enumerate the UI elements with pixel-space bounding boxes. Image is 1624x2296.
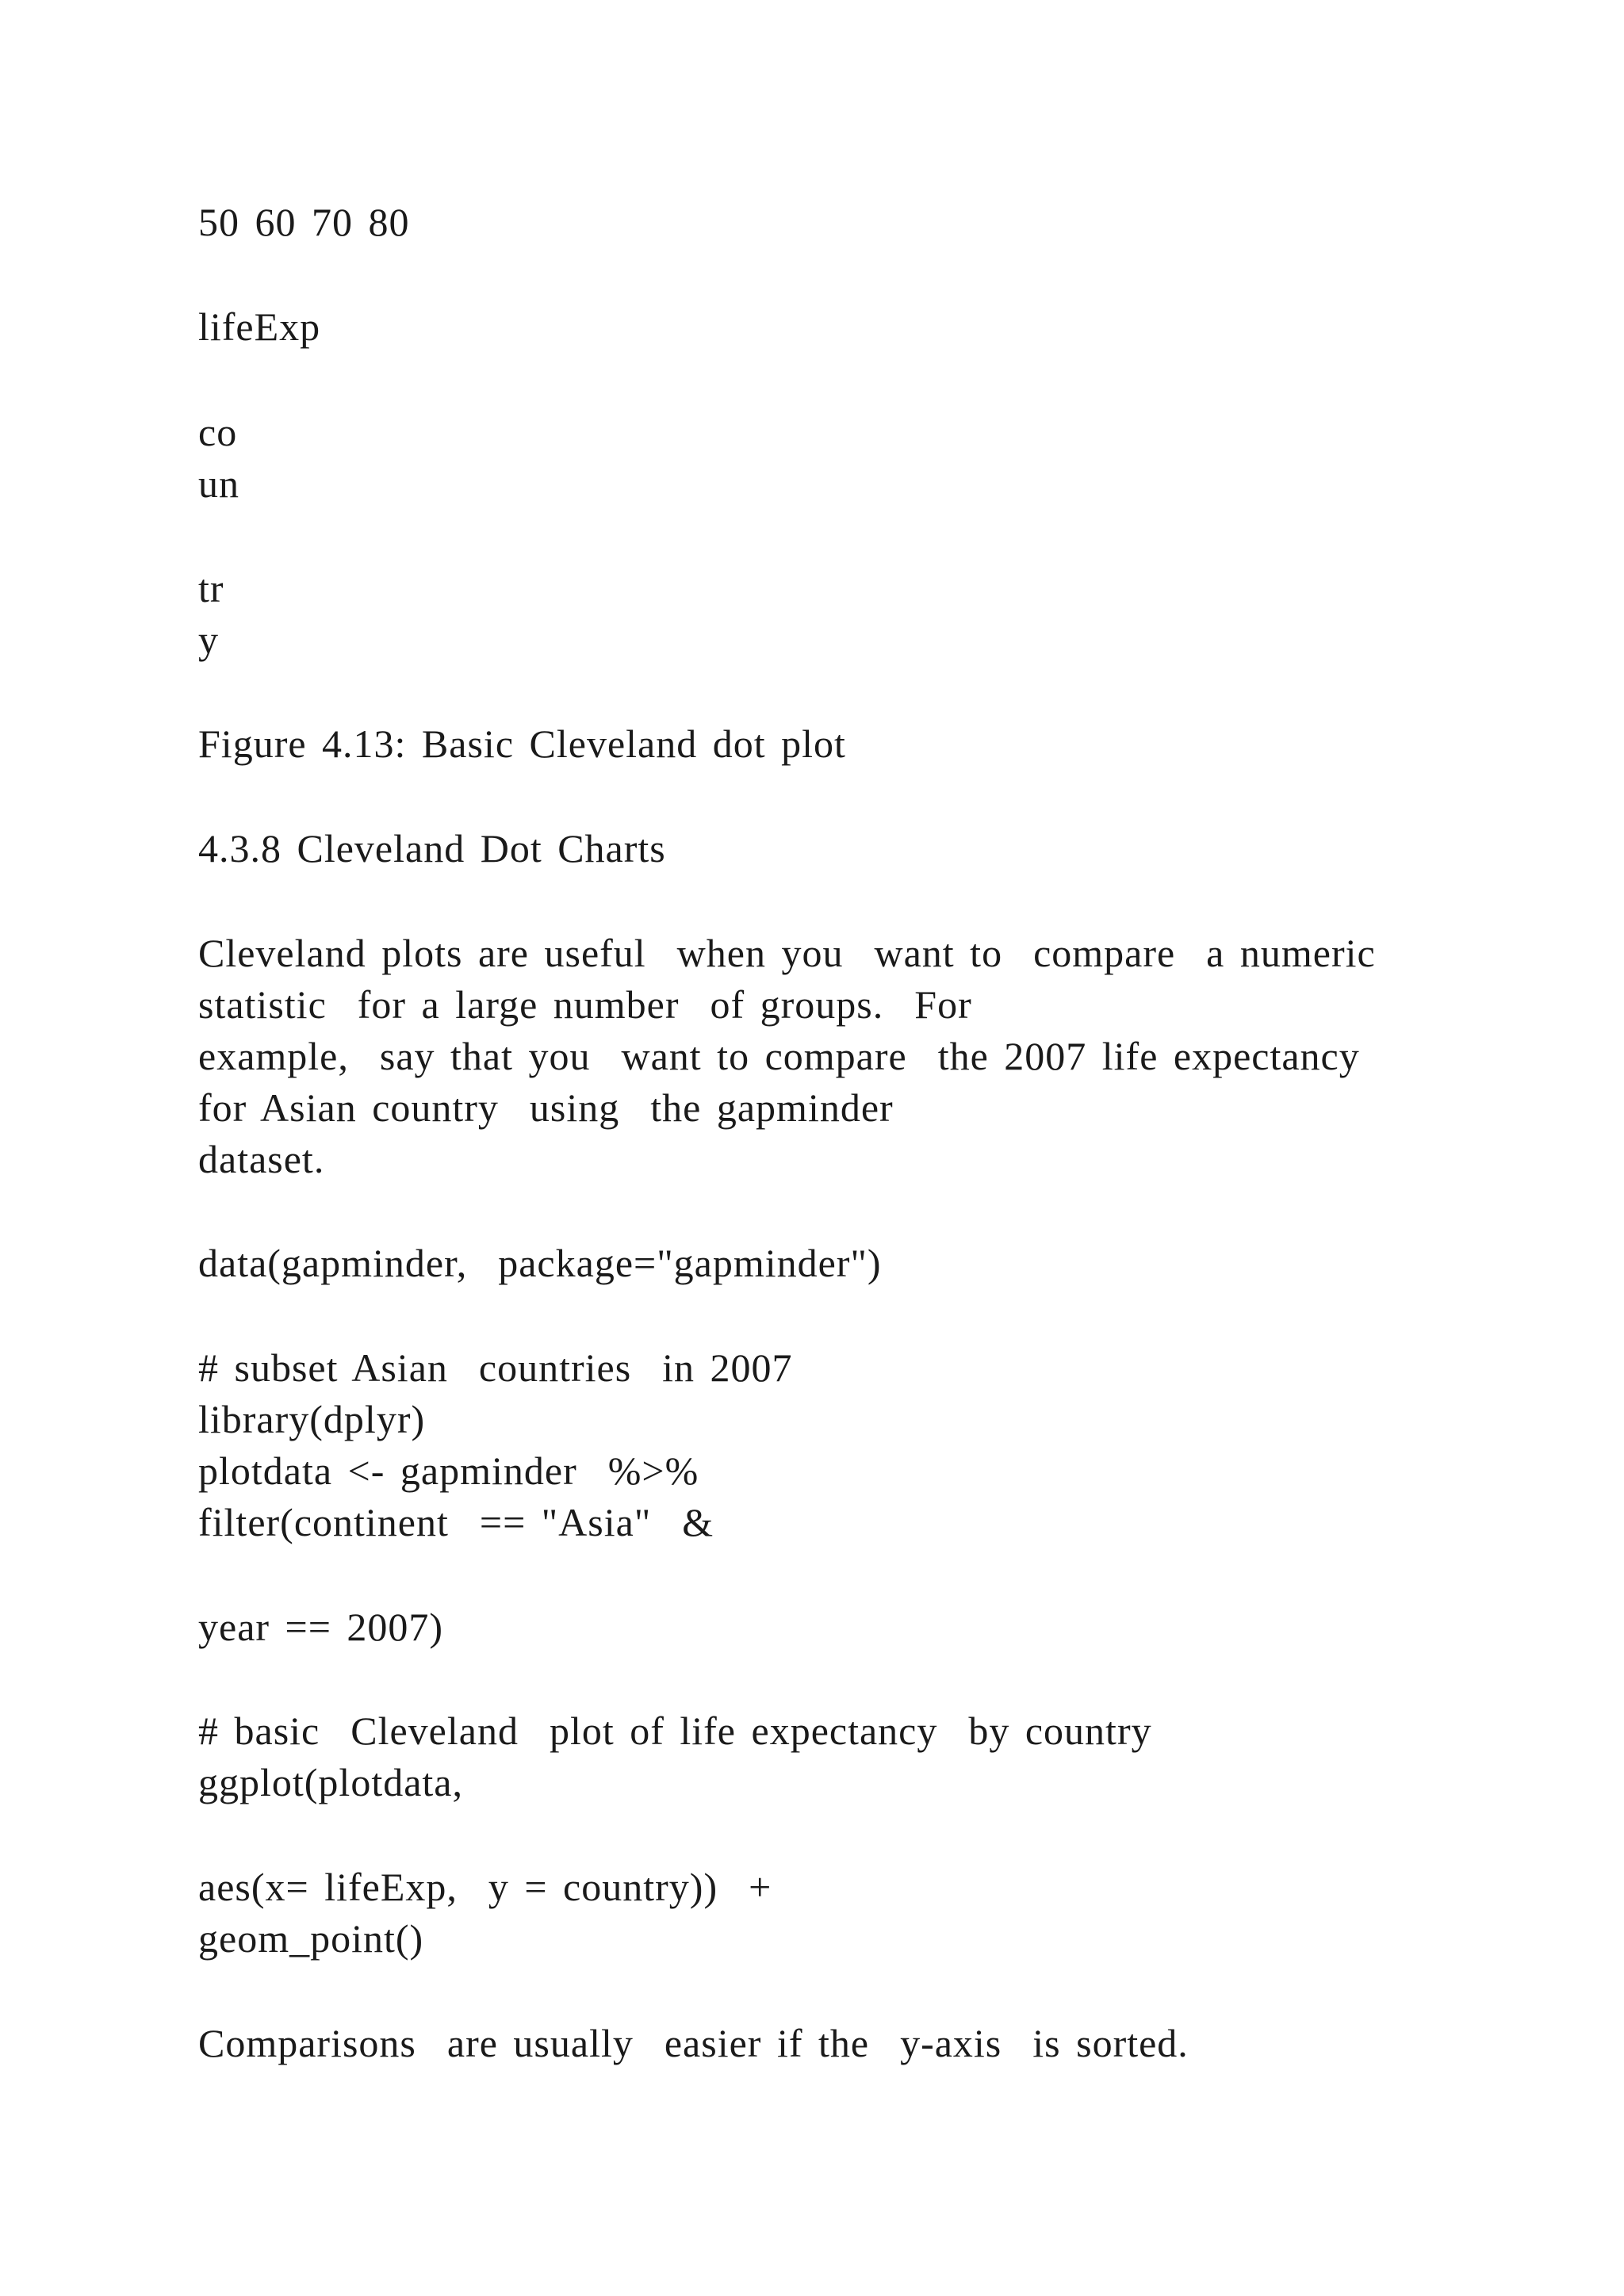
y-axis-label-part: co: [198, 410, 238, 454]
code-ggplot: ggplot(plotdata,: [198, 1760, 463, 1804]
code-assign: plotdata <- gapminder %>%: [198, 1448, 699, 1493]
figure-caption: Figure 4.13: Basic Cleveland dot plot: [198, 721, 846, 766]
code-load-data: data(gapminder, package="gapminder"): [198, 1241, 882, 1285]
code-geom-point: geom_point(): [198, 1916, 424, 1961]
paragraph-line: statistic for a large number of groups. For: [198, 982, 972, 1027]
code-library: library(dplyr): [198, 1397, 426, 1441]
section-heading: 4.3.8 Cleveland Dot Charts: [198, 826, 666, 871]
code-comment-subset: # subset Asian countries in 2007: [198, 1345, 793, 1390]
closing-sentence: Comparisons are usually easier if the y-axis is sorted.: [198, 2021, 1189, 2065]
paragraph-line: example, say that you want to compare the 2007 life expectancy: [198, 1034, 1360, 1078]
x-axis-label: lifeExp: [198, 304, 321, 349]
paragraph-line: for Asian country using the gapminder: [198, 1085, 894, 1130]
y-axis-label-part: y: [198, 618, 219, 662]
code-comment-plot: # basic Cleveland plot of life expectancy by country: [198, 1709, 1152, 1753]
y-axis-label-part: tr: [198, 566, 224, 610]
code-filter: filter(continent == "Asia" &: [198, 1500, 714, 1544]
code-aes: aes(x= lifeExp, y = country)) +: [198, 1865, 772, 1909]
axis-tick-labels: 50 60 70 80: [198, 200, 410, 244]
paragraph-line: dataset.: [198, 1137, 325, 1181]
code-filter-year: year == 2007): [198, 1605, 444, 1649]
y-axis-label-part: un: [198, 461, 239, 506]
paragraph-line: Cleveland plots are useful when you want to compare a numeric: [198, 931, 1376, 975]
